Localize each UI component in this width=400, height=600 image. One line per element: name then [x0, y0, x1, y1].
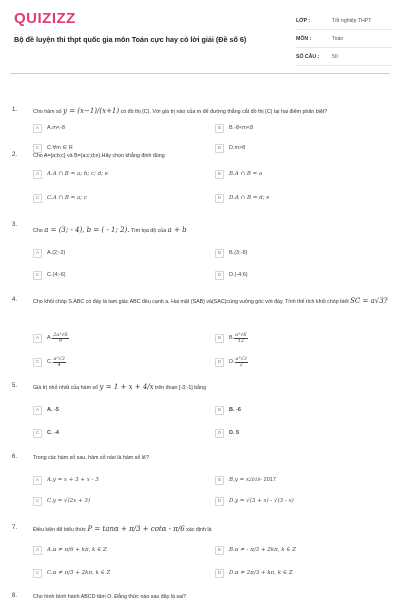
fraction-denominator: 9	[58, 337, 63, 344]
question-text-part: Cho khối chóp S.ABC có đáy là tam giác ABC đều cạnh a. Hai mặt (SAB) và(SAC)cùng vuông góc với đáy. Tính thể tích khối chóp biết	[33, 299, 351, 305]
option-text: A.	[47, 335, 53, 341]
option-letter-box: C	[33, 569, 42, 578]
option-a[interactable]	[33, 404, 59, 416]
option-text: D.	[229, 359, 235, 365]
option-b[interactable]	[215, 247, 247, 259]
option-text: C.	[47, 359, 53, 365]
math-expression: a + b	[167, 226, 187, 234]
question-text-part: trên đoạn [-3;-1] bằng	[153, 385, 207, 391]
option-text: D.y = √(3 + x) - √(3 - x)	[229, 498, 294, 504]
option-text: A.m<-8	[47, 125, 65, 131]
option-b[interactable]	[215, 122, 253, 134]
fraction-denominator: 12	[237, 337, 245, 344]
option-text: B.α ≠ - π/3 + 2kπ, k ∈ Z	[229, 547, 296, 553]
option-c[interactable]	[33, 192, 87, 204]
option-letter-box: A	[33, 249, 42, 258]
option-text: B.A ∩ B = a	[229, 171, 263, 177]
option-letter-box: C	[33, 358, 42, 367]
option-letter-box: A	[33, 170, 42, 179]
meta-row-count	[296, 48, 392, 66]
option-letter-box: C	[33, 497, 42, 506]
option-a[interactable]	[33, 247, 65, 259]
option-text: B. -6	[229, 407, 241, 413]
fraction	[52, 333, 69, 344]
option-letter-box: A	[33, 124, 42, 133]
question-text-part: Tìm tọa độ của	[129, 228, 168, 234]
question-number: 3.	[12, 222, 18, 228]
question-number: 6.	[12, 454, 18, 460]
option-d[interactable]	[215, 567, 293, 579]
header-divider	[10, 73, 390, 74]
quizizz-logo: QUIZIZZ	[14, 10, 76, 27]
option-a[interactable]	[33, 544, 107, 556]
fraction-numerator: a³√6	[235, 331, 247, 338]
question-text	[33, 226, 388, 235]
option-d[interactable]	[215, 495, 294, 507]
math-expression: SC = a√3?	[350, 297, 388, 305]
option-b[interactable]	[215, 474, 276, 486]
meta-row-subject	[296, 30, 392, 48]
meta-value: Tốt nghiệp THPT	[332, 17, 372, 24]
fraction-numerator: 2a³√6	[53, 331, 68, 338]
question-text	[33, 525, 388, 534]
question-text: Trong các hàm số sau, hàm số nào là hàm số lẻ?	[33, 455, 149, 461]
question-text-part: Cho hàm số	[33, 109, 64, 115]
option-text: D. 5	[229, 430, 240, 436]
fraction	[235, 357, 248, 368]
question-text-part: Điều kiện để biểu thức	[33, 527, 88, 533]
option-text: A.(2;-2)	[47, 250, 66, 256]
fraction	[53, 357, 66, 368]
option-text-tail: - 2017	[260, 477, 276, 483]
worksheet-meta	[296, 12, 392, 66]
fraction-numerator: a³√3	[235, 355, 247, 362]
option-text: D.A ∩ B = d; e	[229, 195, 270, 201]
option-letter-box: B	[215, 170, 224, 179]
option-letter-box: C	[33, 194, 42, 203]
option-text: C.(4;-6)	[47, 272, 66, 278]
option-letter-box: D	[215, 497, 224, 506]
option-text: D.α ≠ 2π/3 + kπ, k ∈ Z	[229, 570, 293, 576]
question-text-part: xác định là	[184, 527, 212, 533]
option-letter-box: A	[33, 476, 42, 485]
option-text: B.-8<m<8	[229, 125, 254, 131]
option-letter-box: B	[215, 476, 224, 485]
option-letter-box: B	[215, 406, 224, 415]
math-expression: y = (x−1)/(x+1)	[63, 107, 120, 115]
option-b[interactable]	[215, 544, 296, 556]
option-letter-box: A	[33, 406, 42, 415]
option-text: D.(-4;6)	[229, 272, 248, 278]
option-a[interactable]	[33, 474, 99, 486]
question-text: Cho A={a;b;c} và B={a;c;d;e}.Hãy chọn khẳng định đúng	[33, 153, 165, 159]
fraction-numerator: a³√3	[53, 355, 65, 362]
meta-value: Toán	[332, 35, 344, 42]
math-expression: y = 1 + x + 4/x	[99, 383, 154, 391]
option-text: B.	[229, 335, 235, 341]
option-b[interactable]	[215, 404, 241, 416]
fraction	[234, 333, 247, 344]
option-letter-box: D	[215, 194, 224, 203]
option-c[interactable]	[33, 269, 66, 281]
option-c[interactable]	[33, 495, 90, 507]
option-letter-box: A	[33, 546, 42, 555]
option-letter-box: A	[33, 334, 42, 343]
question-text-part: Giá trị nhỏ nhất của hàm số	[33, 385, 100, 391]
option-text: C. -4	[47, 430, 59, 436]
math-expression: a = (3; - 4), b = ( - 1; 2).	[44, 226, 130, 234]
option-d[interactable]	[215, 354, 248, 370]
question-number: 7.	[12, 525, 18, 531]
option-a[interactable]	[33, 168, 108, 180]
option-c[interactable]	[33, 354, 66, 370]
option-a[interactable]	[33, 122, 65, 134]
option-c[interactable]	[33, 427, 59, 439]
option-text: A.A ∩ B = a; b; c; d; e	[47, 171, 109, 177]
option-text: C.A ∩ B = a; c	[47, 195, 87, 201]
fraction-denominator: 2	[239, 361, 243, 368]
option-letter-box: D	[215, 358, 224, 367]
option-text: D.m>8	[229, 145, 246, 151]
option-b[interactable]	[215, 330, 248, 346]
option-letter-box: B	[215, 546, 224, 555]
option-a[interactable]	[33, 330, 69, 346]
option-letter-box: B	[215, 124, 224, 133]
question-text	[33, 383, 388, 392]
option-letter-box: C	[33, 271, 42, 280]
option-letter-box: D	[215, 429, 224, 438]
question-number: 8.	[12, 593, 18, 599]
option-b[interactable]	[215, 168, 262, 180]
option-letter-box: C	[33, 144, 42, 153]
option-c[interactable]	[33, 567, 110, 579]
option-text: B.y = x	[229, 477, 250, 483]
option-text: C.y = √(2x + 3)	[47, 498, 90, 504]
option-d[interactable]	[215, 427, 239, 439]
worksheet-title: Bộ đề luyện thi thpt quốc gia môn Toán cực hay có lời giải (Đề số 6)	[14, 35, 247, 44]
math-expression: P = tanα + π/3 + cotα - π/6	[87, 525, 185, 533]
option-letter-box: B	[215, 249, 224, 258]
option-d[interactable]	[215, 192, 270, 204]
option-text: B.(3;-8)	[229, 250, 248, 256]
question-number: 1.	[12, 107, 18, 113]
question-text-part: có đồ thị (C). Với giá trị nào của m để đường thẳng cắt đồ thị (C) tại hai điểm phân biệt?	[119, 109, 328, 115]
meta-key: SỐ CÂU :	[296, 53, 320, 60]
option-text: A.α ≠ π/6 + kπ, k ∈ Z	[47, 547, 107, 553]
meta-key: LỚP :	[296, 17, 311, 24]
option-letter-box: C	[33, 429, 42, 438]
option-letter-box: D	[215, 569, 224, 578]
question-text-part: Cho	[33, 228, 45, 234]
question-text: Cho hình bình hành ABCD tâm O. Đẳng thức nào sau đây là sai?	[33, 594, 187, 600]
meta-value: 50	[332, 53, 338, 60]
fraction-denominator: 4	[57, 361, 61, 368]
meta-row-class	[296, 12, 392, 30]
question-text	[33, 107, 388, 116]
option-letter-box: D	[215, 271, 224, 280]
option-text: A. -5	[47, 407, 59, 413]
question-number: 4.	[12, 297, 18, 303]
exponent: 2018	[249, 477, 261, 483]
option-d[interactable]	[215, 269, 248, 281]
question-number: 2.	[12, 152, 18, 158]
question-text	[33, 297, 388, 306]
option-text: C.α ≠ π/3 + 2kπ, k ∈ Z	[47, 570, 111, 576]
option-letter-box: B	[215, 334, 224, 343]
option-text: C.∀m ∈ R	[47, 145, 73, 151]
question-number: 5.	[12, 383, 18, 389]
option-text: A.y = x + 3 + x - 3	[47, 477, 99, 483]
option-letter-box: D	[215, 144, 224, 153]
meta-key: MÔN :	[296, 35, 312, 42]
